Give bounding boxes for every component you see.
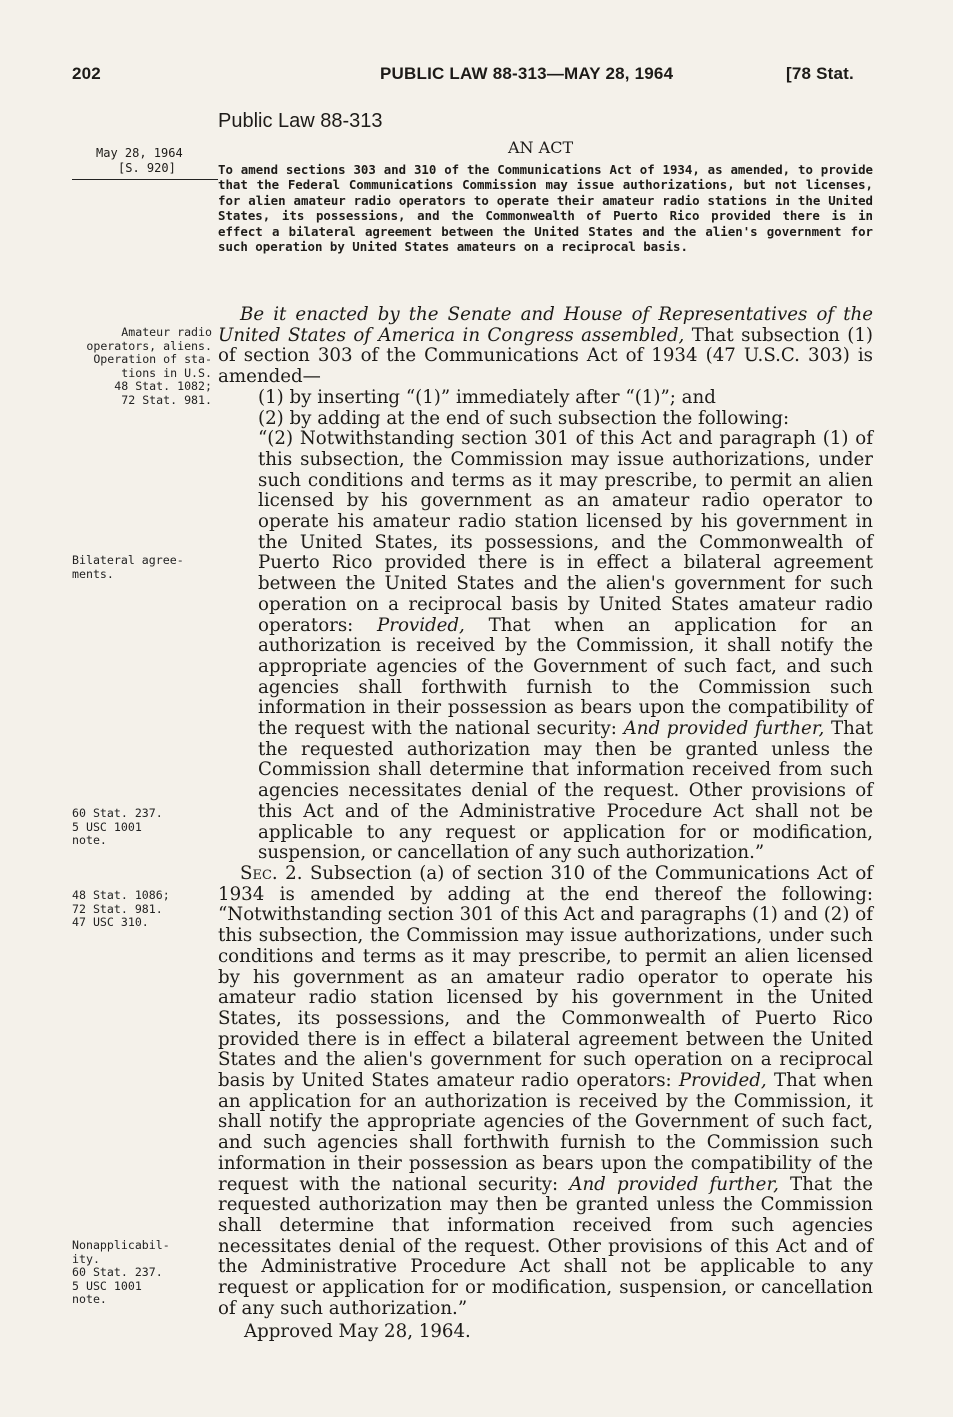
running-title: PUBLIC LAW 88-313—MAY 28, 1964 [380,64,674,83]
approval-line: Approved May 28, 1964. [244,1321,471,1342]
quote-part-1: “(2) Notwithstanding section 301 of this Act and paragraph (1) of this subsection, the Commission may issue authorizations, under such conditions and terms as it may prescribe, to permit an alien licensed by his government as an amateur radio operator to operate his amateur radio station licensed by his government in the United States, its possessions, and the Commonwealth of Puerto Rico provided there is in effect a bilateral agreement between the United States and the alien's government for such operation on a reciprocal basis by United States amateur radio operators: [258,428,873,636]
section-2-part-3: That the requested authorization may then be granted unless the Commission shall determine that information received from such agencies necessitates denial of the request. Other provisions of this Act and of the Administrative Procedure Act shall not be applicable to any request or application for or modification, suspension, or cancellation of any such authorization.” [218,1173,873,1319]
act-title-paragraph: To amend sections 303 and 310 of the Communications Act of 1934, as amended, to provide that the Federal Communications Commission may issue authorizations, but not licenses, for alien amateur radio operators to operate their amateur radio stations in the United States, its possessions, and the Commonwealth of Puerto Rico provided there is in effect a bilateral agreement between the United States and the alien's government for such operation by United States amateurs on a reciprocal basis. [218,162,873,255]
quote-part-2: That when an application for an authorization is received by the Commission, it shall notify the appropriate agencies of the Government of such fact, and such agencies shall forthwith furnish to the Commission such information in their possession as bears upon the compatibility of the request with the national security: [258,614,873,740]
enacting-text: That subsection (1) of section 303 of the Communications Act of 1934 (47 U.S.C. 303) is amended— [218,324,873,388]
provided-further-italic-2: And provided further, [569,1173,779,1195]
margin-date-block [96,146,196,176]
section-2-label: Sec. 2. [240,862,303,884]
quote-part-3: That the requested authorization may then be granted unless the Commission shall determine that information received from such agencies necessitates denial of the request. Other provisions of this Act and of the Administrative Procedure Act shall not be applicable to any request or application for or modification, suspension, or cancellation of any such authorization.” [258,718,874,864]
amendment-item-1: (1) by inserting “(1)” immediately after “(1)”; and [258,386,716,408]
provided-italic-1: Provided, [377,614,465,636]
section-2 [218,864,873,1319]
provided-further-italic-1: And provided further, [623,718,825,740]
margin-note-nonapplicability: Nonapplicabil- ity. 60 Stat. 237. 5 USC 1001 note. [72,1238,170,1307]
margin-note-stat-1086: 48 Stat. 1086; 72 Stat. 981. 47 USC 310. [72,888,170,930]
section-2-part-1: Subsection (a) of section 310 of the Communications Act of 1934 is amended by adding at the end thereof the following: “Notwithstanding section 301 of this Act and paragraphs (1) and (2) of this subsection, the Commission may issue authorizations, under such conditions and terms as it may prescribe, to permit an alien licensed by his government as an amateur radio operator to operate his amateur radio station licensed by his government in the United States, its possessions, and the Commonwealth of Puerto Rico provided there is in effect a bilateral agreement between the United States and the alien's government for such operation on a reciprocal basis by United States amateur radio operators: [218,862,874,1092]
margin-bill-number: [S. 920] [118,161,176,175]
page-number: 202 [72,64,101,83]
quoted-paragraph-2 [218,429,873,864]
provided-italic-2: Provided, [678,1070,767,1092]
stat-reference: [78 Stat. [786,64,854,83]
act-label: AN ACT [508,138,574,157]
law-label: Public Law 88-313 [218,110,383,132]
margin-note-stat-237: 60 Stat. 237. 5 USC 1001 note. [72,806,163,848]
act-body [218,305,873,1319]
enacting-clause [218,305,873,388]
margin-note-bilateral: Bilateral agree- ments. [72,553,184,581]
margin-date: May 28, 1964 [96,146,183,160]
margin-note-amateur-radio: Amateur radio operators, aliens. Operation of sta- tions in U.S. 48 Stat. 1082; 72 Stat. 981. [86,325,212,407]
margin-rule [72,179,218,180]
section-2-part-2: That when an application for an authorization is received by the Commission, it shall notify the appropriate agencies of the Government of such fact, and such agencies shall forthwith furnish to the Commission such information in their possession as bears upon the compatibility of the request with the national security: [218,1070,873,1195]
amendment-item-2: (2) by adding at the end of such subsection the following: [258,407,790,429]
enacting-formula: Be it enacted by the Senate and House of Representatives of the United States of America in Congress assembled, [218,304,873,346]
